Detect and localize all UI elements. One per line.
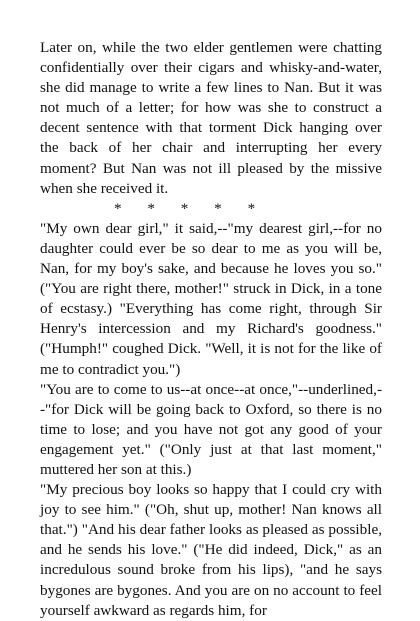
book-page bbox=[40, 38, 382, 621]
section-break: * * * * * bbox=[114, 199, 256, 217]
paragraph-2: "My own dear girl," it said,--"my dearest girl,--for no daughter could ever be so dear to me as you will be, Nan, for my boy's sake, and because he loves you so." ("You are right there, mother!" struck in Dick, in a tone of ecstasy.) "Everything has come right, through Sir Henry's intercession and my Richard's goodness." ("Humph!" coughed Dick. "Well, it is not for the like of me to contradict you.") bbox=[40, 219, 382, 378]
paragraph-3: "You are to come to us--at once--at once,"--underlined,--"for Dick will be going back to Oxford, so there is no time to lose; and you have not got any good of your engagement yet." ("Only just at that last moment," muttered her son at this.) bbox=[40, 380, 382, 478]
paragraph-1: Later on, while the two elder gentlemen were chatting confidentially over their cigars and whisky-and-water, she did manage to write a few lines to Nan. But it was not much of a letter; for how was she to construct a decent sentence with that torment Dick hanging over the back of her chair and interrupting her every moment? But Nan was not ill pleased by the missive when she received it. bbox=[40, 39, 382, 197]
paragraph-4: "My precious boy looks so happy that I could cry with joy to see him." ("Oh, shut up, mother! Nan knows all that.") "And his dear father looks as pleased as possible, and he sends his love." ("He did indeed, Dick," as an incredulous sound broke from his lips), "and he says bygones are bygones. And you are on no account to feel yourself awkward as regards him, for bbox=[40, 481, 382, 619]
